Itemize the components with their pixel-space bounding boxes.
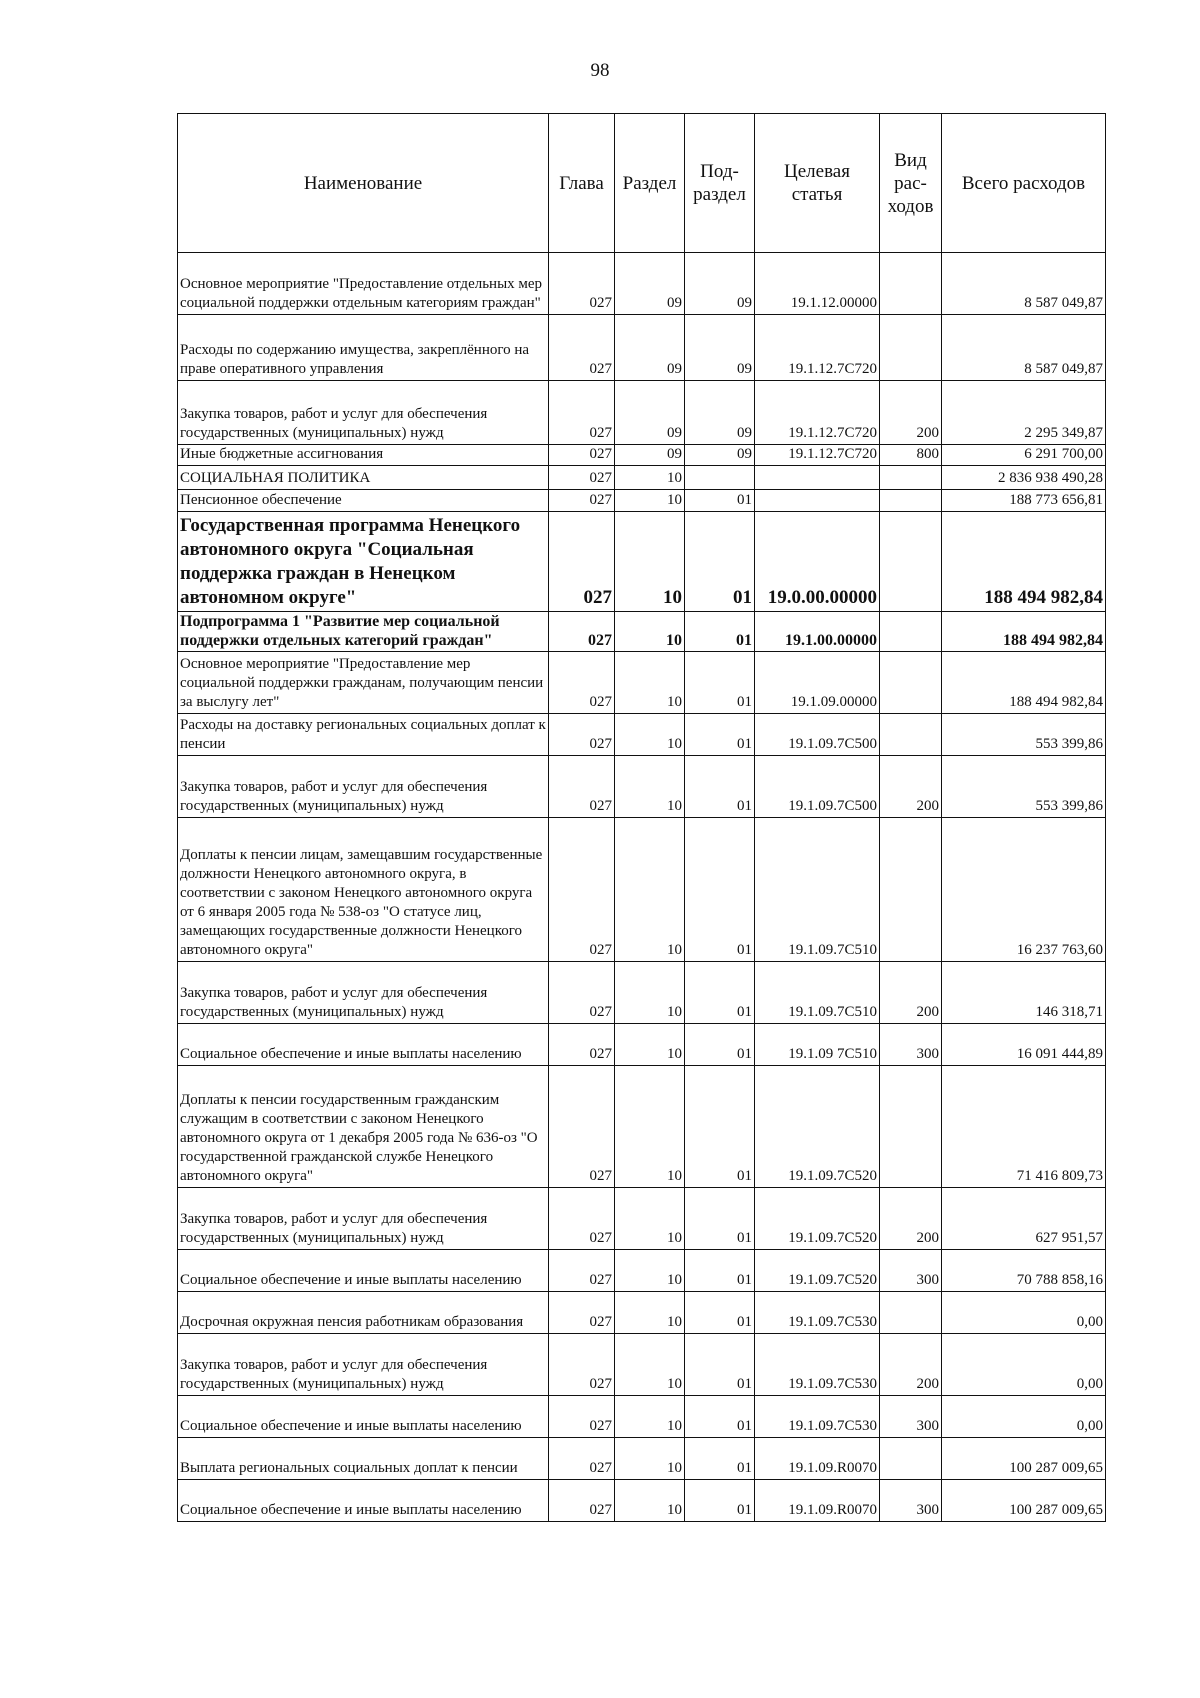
- row-total: 146 318,71: [942, 962, 1106, 1024]
- table-row: [178, 315, 1106, 381]
- row-expense-type: [880, 714, 942, 756]
- row-section: 10: [615, 818, 685, 962]
- row-target-article: 19.1.09.7С510: [755, 818, 880, 962]
- row-total: 188 494 982,84: [942, 652, 1106, 714]
- row-total: 2 295 349,87: [942, 381, 1106, 445]
- row-target-article: [755, 466, 880, 490]
- row-section: 10: [615, 1188, 685, 1250]
- row-chapter: 027: [549, 1480, 615, 1522]
- table-row: [178, 1438, 1106, 1480]
- row-target-article: 19.1.09.7С530: [755, 1334, 880, 1396]
- row-chapter: 027: [549, 253, 615, 315]
- row-chapter: 027: [549, 1024, 615, 1066]
- row-section: 10: [615, 1334, 685, 1396]
- row-subsection: 01: [685, 512, 755, 612]
- row-expense-type: 800: [880, 445, 942, 466]
- row-name: Доплаты к пенсии государственным гражданским служащим в соответствии с законом Ненецкого автономного округа от 1 декабря 2005 года № 636-оз "О государственной гражданской службе Ненецкого автономного округа": [178, 1066, 549, 1188]
- page-number: 98: [590, 60, 610, 81]
- row-subsection: 01: [685, 1066, 755, 1188]
- row-total: 8 587 049,87: [942, 253, 1106, 315]
- row-total: 0,00: [942, 1334, 1106, 1396]
- row-chapter: 027: [549, 1188, 615, 1250]
- row-name: Иные бюджетные ассигнования: [178, 445, 549, 466]
- header-chapter: Глава: [549, 114, 615, 253]
- row-chapter: 027: [549, 1250, 615, 1292]
- row-target-article: [755, 490, 880, 512]
- row-target-article: 19.1.12.7С720: [755, 381, 880, 445]
- row-section: 10: [615, 714, 685, 756]
- row-total: 188 773 656,81: [942, 490, 1106, 512]
- table-row: [178, 1292, 1106, 1334]
- row-section: 10: [615, 652, 685, 714]
- row-expense-type: 300: [880, 1480, 942, 1522]
- row-name: Закупка товаров, работ и услуг для обеспечения государственных (муниципальных) нужд: [178, 1334, 549, 1396]
- row-name: Досрочная окружная пенсия работникам образования: [178, 1292, 549, 1334]
- row-total: 0,00: [942, 1396, 1106, 1438]
- row-subsection: 01: [685, 1024, 755, 1066]
- row-expense-type: 300: [880, 1250, 942, 1292]
- row-subsection: 01: [685, 490, 755, 512]
- row-target-article: 19.0.00.00000: [755, 512, 880, 612]
- header-type-line2: рас-: [894, 172, 927, 194]
- row-total: 188 494 982,84: [942, 512, 1106, 612]
- table-row: [178, 381, 1106, 445]
- table-row: [178, 253, 1106, 315]
- row-total: 188 494 982,84: [942, 612, 1106, 652]
- row-name: Социальное обеспечение и иные выплаты населению: [178, 1396, 549, 1438]
- row-name: Закупка товаров, работ и услуг для обеспечения государственных (муниципальных) нужд: [178, 756, 549, 818]
- row-target-article: 19.1.12.7С720: [755, 315, 880, 381]
- table-row: [178, 1480, 1106, 1522]
- row-subsection: 01: [685, 1292, 755, 1334]
- row-name: СОЦИАЛЬНАЯ ПОЛИТИКА: [178, 466, 549, 490]
- header-target-line1: Целевая: [784, 161, 850, 182]
- row-section: 10: [615, 490, 685, 512]
- row-target-article: 19.1.09.00000: [755, 652, 880, 714]
- row-name: Подпрограмма 1 "Развитие мер социальной поддержки отдельных категорий граждан": [178, 612, 549, 652]
- table-row: [178, 714, 1106, 756]
- row-chapter: 027: [549, 381, 615, 445]
- row-total: 8 587 049,87: [942, 315, 1106, 381]
- row-expense-type: [880, 315, 942, 381]
- row-name: Государственная программа Ненецкого автономного округа "Социальная поддержка граждан в Ненецком автономном округе": [178, 512, 549, 612]
- row-chapter: 027: [549, 1292, 615, 1334]
- table-row: [178, 1066, 1106, 1188]
- row-expense-type: [880, 652, 942, 714]
- row-chapter: 027: [549, 714, 615, 756]
- row-target-article: 19.1.09 7С510: [755, 1024, 880, 1066]
- header-subsection: [685, 114, 755, 253]
- row-subsection: 01: [685, 612, 755, 652]
- row-name: Социальное обеспечение и иные выплаты населению: [178, 1480, 549, 1522]
- row-subsection: 09: [685, 315, 755, 381]
- row-chapter: 027: [549, 818, 615, 962]
- row-expense-type: [880, 612, 942, 652]
- row-subsection: 09: [685, 381, 755, 445]
- row-section: 10: [615, 1250, 685, 1292]
- row-total: 0,00: [942, 1292, 1106, 1334]
- row-section: 10: [615, 1480, 685, 1522]
- row-target-article: 19.1.09.7С530: [755, 1292, 880, 1334]
- table-row: [178, 1250, 1106, 1292]
- row-chapter: 027: [549, 1396, 615, 1438]
- row-expense-type: [880, 253, 942, 315]
- header-name: Наименование: [178, 114, 549, 253]
- table-row: [178, 490, 1106, 512]
- row-target-article: 19.1.09.R0070: [755, 1480, 880, 1522]
- table-row: [178, 1188, 1106, 1250]
- row-subsection: 01: [685, 1250, 755, 1292]
- header-expense-type: [880, 114, 942, 253]
- row-name: Основное мероприятие "Предоставление отдельных мер социальной поддержки отдельным категориям граждан": [178, 253, 549, 315]
- header-target-line2: статья: [791, 184, 843, 205]
- row-total: 16 091 444,89: [942, 1024, 1106, 1066]
- row-total: 16 237 763,60: [942, 818, 1106, 962]
- row-chapter: 027: [549, 1066, 615, 1188]
- row-section: 10: [615, 1066, 685, 1188]
- row-chapter: 027: [549, 445, 615, 466]
- row-subsection: 01: [685, 756, 755, 818]
- row-section: 09: [615, 381, 685, 445]
- row-expense-type: [880, 818, 942, 962]
- row-target-article: 19.1.12.00000: [755, 253, 880, 315]
- row-name: Расходы по содержанию имущества, закреплённого на праве оперативного управления: [178, 315, 549, 381]
- row-name: Социальное обеспечение и иные выплаты населению: [178, 1250, 549, 1292]
- budget-table: [177, 113, 1106, 1522]
- row-subsection: 01: [685, 1438, 755, 1480]
- row-total: 71 416 809,73: [942, 1066, 1106, 1188]
- row-section: 10: [615, 466, 685, 490]
- row-section: 10: [615, 1396, 685, 1438]
- row-name: Закупка товаров, работ и услуг для обеспечения государственных (муниципальных) нужд: [178, 1188, 549, 1250]
- row-section: 10: [615, 612, 685, 652]
- table-row: [178, 466, 1106, 490]
- row-chapter: 027: [549, 756, 615, 818]
- row-expense-type: [880, 1438, 942, 1480]
- row-name: Основное мероприятие "Предоставление мер социальной поддержки гражданам, получающим пенсии за выслугу лет": [178, 652, 549, 714]
- table-row: [178, 1396, 1106, 1438]
- row-total: 553 399,86: [942, 714, 1106, 756]
- row-target-article: 19.1.00.00000: [755, 612, 880, 652]
- row-total: 627 951,57: [942, 1188, 1106, 1250]
- row-total: 100 287 009,65: [942, 1438, 1106, 1480]
- header-section: Раздел: [615, 114, 685, 253]
- row-total: 553 399,86: [942, 756, 1106, 818]
- row-expense-type: 200: [880, 381, 942, 445]
- header-subsection-line2: раздел: [693, 184, 746, 205]
- row-total: 100 287 009,65: [942, 1480, 1106, 1522]
- row-name: Расходы на доставку региональных социальных доплат к пенсии: [178, 714, 549, 756]
- row-target-article: 19.1.09.R0070: [755, 1438, 880, 1480]
- table-row: [178, 512, 1106, 612]
- table-row: [178, 1334, 1106, 1396]
- table-row: [178, 652, 1106, 714]
- row-chapter: 027: [549, 490, 615, 512]
- header-row: [178, 114, 1106, 253]
- row-expense-type: [880, 490, 942, 512]
- row-chapter: 027: [549, 612, 615, 652]
- row-expense-type: [880, 1066, 942, 1188]
- row-section: 10: [615, 756, 685, 818]
- header-type-line1: Вид: [894, 149, 927, 171]
- row-section: 10: [615, 1438, 685, 1480]
- row-expense-type: 200: [880, 756, 942, 818]
- row-subsection: 01: [685, 1334, 755, 1396]
- row-expense-type: [880, 512, 942, 612]
- row-target-article: 19.1.09.7С520: [755, 1066, 880, 1188]
- row-expense-type: [880, 1292, 942, 1334]
- table-row: [178, 612, 1106, 652]
- row-target-article: 19.1.09.7С510: [755, 962, 880, 1024]
- row-chapter: 027: [549, 1438, 615, 1480]
- table-row: [178, 962, 1106, 1024]
- row-section: 10: [615, 962, 685, 1024]
- header-target: [755, 114, 880, 253]
- row-expense-type: 300: [880, 1024, 942, 1066]
- row-subsection: 09: [685, 253, 755, 315]
- row-subsection: 01: [685, 818, 755, 962]
- row-section: 10: [615, 512, 685, 612]
- row-subsection: [685, 466, 755, 490]
- row-name: Социальное обеспечение и иные выплаты населению: [178, 1024, 549, 1066]
- table-row: [178, 818, 1106, 962]
- row-total: 70 788 858,16: [942, 1250, 1106, 1292]
- row-name: Доплаты к пенсии лицам, замещавшим государственные должности Ненецкого автономного округа, в соответствии с законом Ненецкого автономного округа от 6 января 2005 года № 538-оз "О статусе лиц, замещающих государственные должности Ненецкого автономного округа": [178, 818, 549, 962]
- row-subsection: 01: [685, 1480, 755, 1522]
- row-subsection: 01: [685, 962, 755, 1024]
- row-expense-type: [880, 466, 942, 490]
- row-target-article: 19.1.09.7С500: [755, 756, 880, 818]
- row-subsection: 01: [685, 714, 755, 756]
- row-subsection: 01: [685, 1188, 755, 1250]
- row-expense-type: 200: [880, 962, 942, 1024]
- row-section: 10: [615, 1024, 685, 1066]
- row-subsection: 09: [685, 445, 755, 466]
- row-chapter: 027: [549, 512, 615, 612]
- row-chapter: 027: [549, 962, 615, 1024]
- row-section: 09: [615, 253, 685, 315]
- row-target-article: 19.1.09.7С500: [755, 714, 880, 756]
- row-expense-type: 200: [880, 1334, 942, 1396]
- row-section: 10: [615, 1292, 685, 1334]
- row-name: Выплата региональных социальных доплат к пенсии: [178, 1438, 549, 1480]
- row-target-article: 19.1.09.7С530: [755, 1396, 880, 1438]
- row-expense-type: 300: [880, 1396, 942, 1438]
- row-section: 09: [615, 445, 685, 466]
- header-subsection-line1: Под-: [700, 161, 739, 182]
- row-target-article: 19.1.09.7С520: [755, 1188, 880, 1250]
- row-chapter: 027: [549, 466, 615, 490]
- row-name: Закупка товаров, работ и услуг для обеспечения государственных (муниципальных) нужд: [178, 962, 549, 1024]
- row-total: 6 291 700,00: [942, 445, 1106, 466]
- row-subsection: 01: [685, 1396, 755, 1438]
- table-row: [178, 445, 1106, 466]
- table-row: [178, 1024, 1106, 1066]
- row-target-article: 19.1.09.7С520: [755, 1250, 880, 1292]
- row-name: Закупка товаров, работ и услуг для обеспечения государственных (муниципальных) нужд: [178, 381, 549, 445]
- row-chapter: 027: [549, 315, 615, 381]
- row-subsection: 01: [685, 652, 755, 714]
- header-total: Всего расходов: [942, 114, 1106, 253]
- row-target-article: 19.1.12.7С720: [755, 445, 880, 466]
- row-name: Пенсионное обеспечение: [178, 490, 549, 512]
- header-type-line3: ходов: [887, 195, 934, 217]
- row-chapter: 027: [549, 1334, 615, 1396]
- row-section: 09: [615, 315, 685, 381]
- row-chapter: 027: [549, 652, 615, 714]
- row-total: 2 836 938 490,28: [942, 466, 1106, 490]
- row-expense-type: 200: [880, 1188, 942, 1250]
- table-row: [178, 756, 1106, 818]
